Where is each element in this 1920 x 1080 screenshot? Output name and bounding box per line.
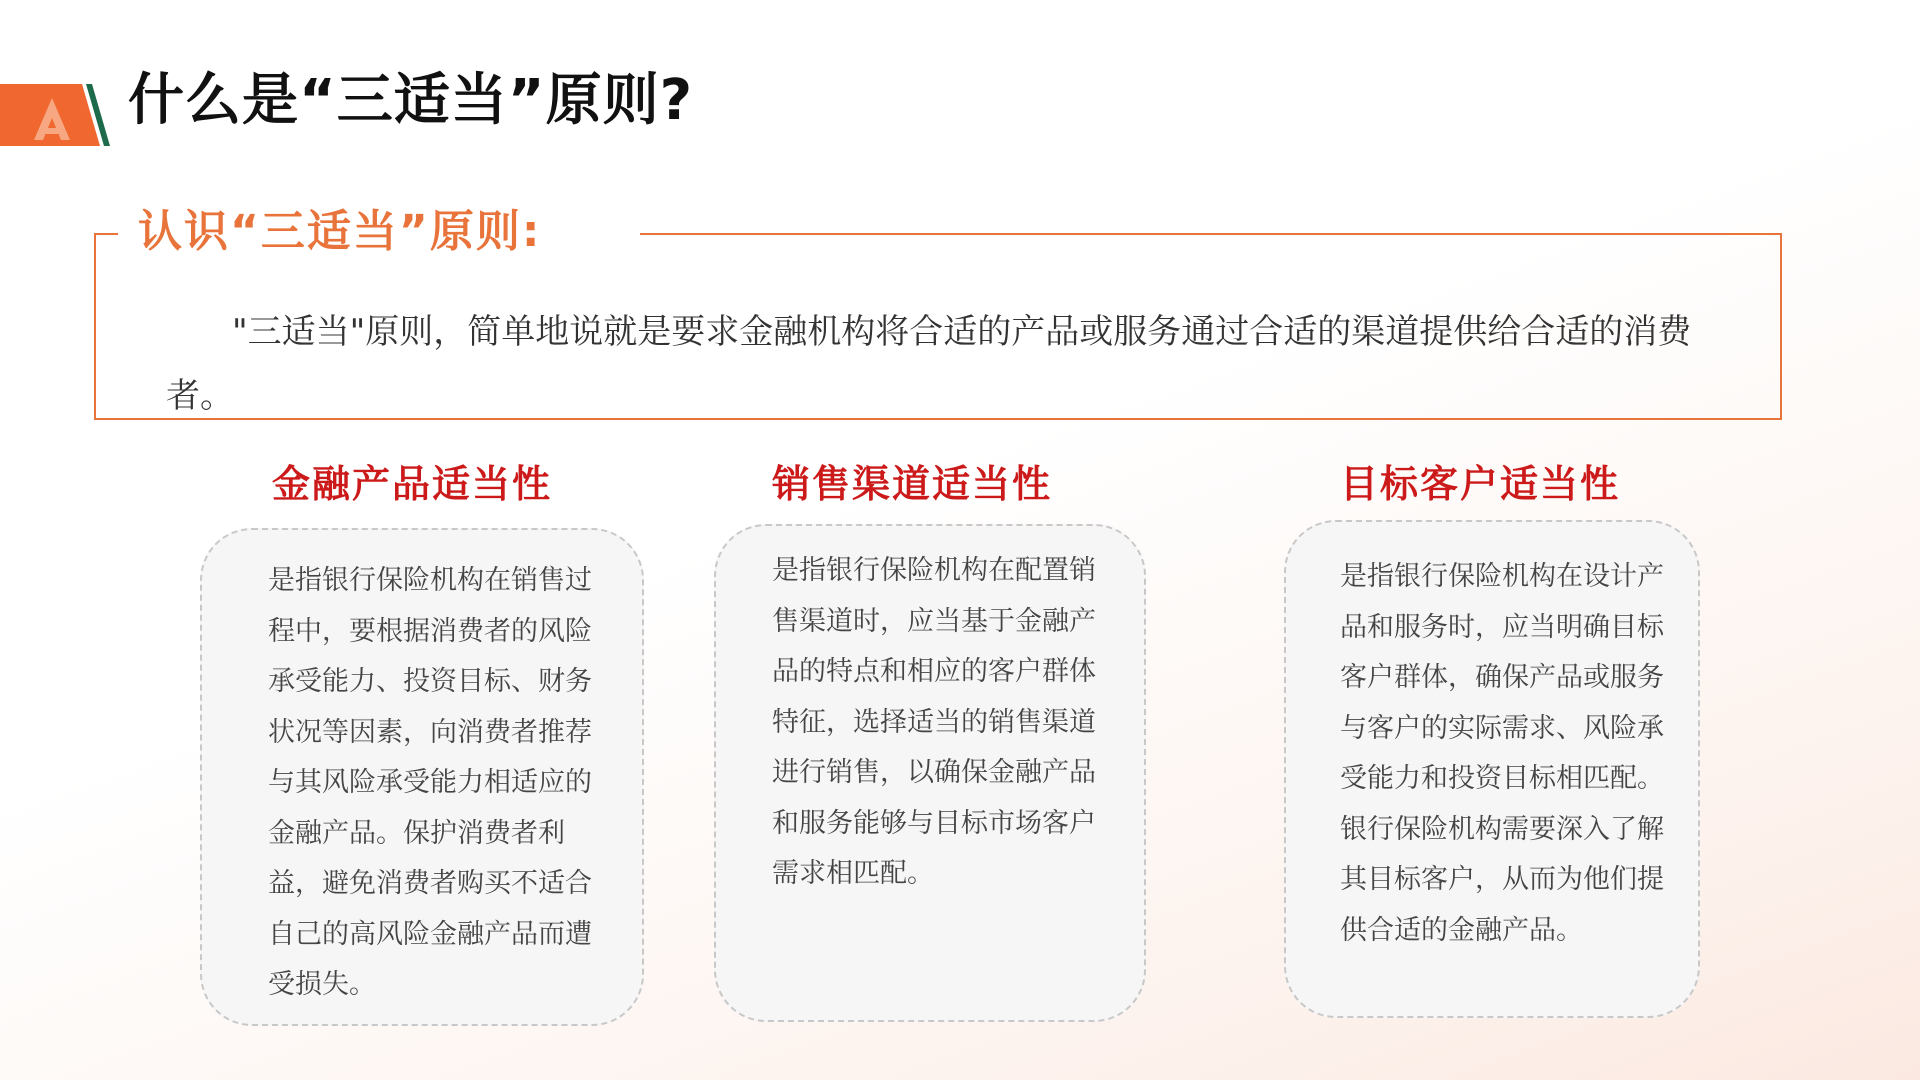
intro-text: "三适当"原则，简单地说就是要求金融机构将合适的产品或服务通过合适的渠道提供给合适的消费者。 [166, 312, 1692, 416]
column-title-customer: 目标客户适当性 [1340, 462, 1621, 506]
brand-logo-icon [0, 84, 112, 146]
intro-box-top-right-line [640, 233, 1782, 235]
card-text-product: 是指银行保险机构在销售过程中，要根据消费者的风险承受能力、投资目标、财务状况等因素，向消费者推荐与其风险承受能力相适应的金融产品。保护消费者利益，避免消费者购买不适合自己的高风险金融产品而遭受损失。 [268, 565, 592, 1000]
card-channel [714, 524, 1146, 1022]
card-customer [1284, 520, 1700, 1018]
column-title-channel: 销售渠道适当性 [772, 462, 1053, 506]
card-product [200, 528, 644, 1026]
card-text-channel: 是指银行保险机构在配置销售渠道时，应当基于金融产品的特点和相应的客户群体特征，选择适当的销售渠道进行销售，以确保金融产品和服务能够与目标市场客户需求相匹配。 [772, 555, 1096, 889]
intro-box-top-left-line [94, 233, 118, 235]
card-text-customer: 是指银行保险机构在设计产品和服务时，应当明确目标客户群体，确保产品或服务与客户的实际需求、风险承受能力和投资目标相匹配。银行保险机构需要深入了解其目标客户，从而为他们提供合适的金融产品。 [1340, 561, 1664, 946]
intro-heading: 认识“三适当”原则: [138, 206, 542, 257]
column-title-product: 金融产品适当性 [272, 462, 553, 506]
page-title: 什么是“三适当”原则? [128, 68, 694, 133]
